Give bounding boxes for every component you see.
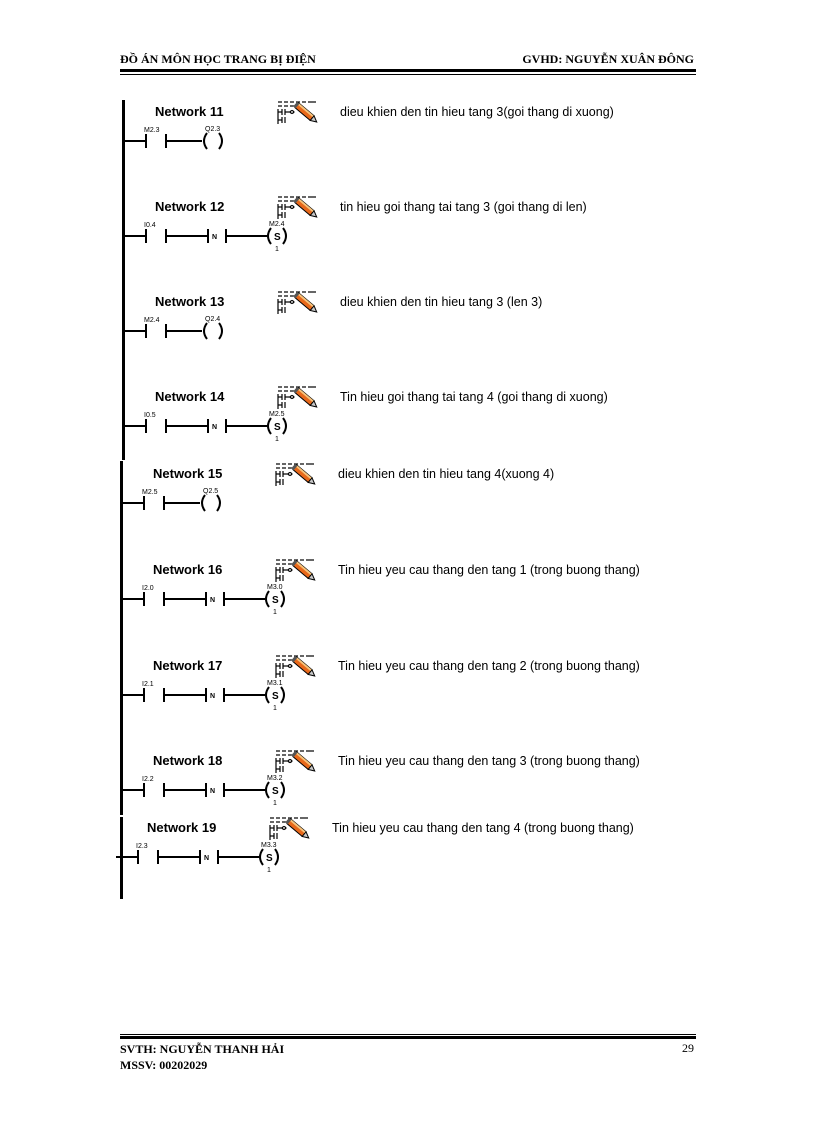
network-comment: Tin hieu yeu cau thang den tang 3 (trong buong thang) (338, 754, 640, 768)
footer-student (120, 1041, 284, 1073)
network-title: Network 16 (153, 562, 223, 577)
network-title: Network 11 (155, 104, 224, 119)
network-block (124, 104, 684, 184)
footer-rule-thin (120, 1034, 696, 1035)
coil-left-paren (204, 323, 207, 339)
contact-address: I2.1 (142, 681, 154, 688)
network-block (124, 199, 684, 279)
coil-right-paren (219, 133, 222, 149)
network-block (124, 294, 684, 374)
network-comment: Tin hieu yeu cau thang den tang 2 (trong buong thang) (338, 659, 640, 673)
negative-edge-label: N (210, 597, 216, 604)
negative-edge-label: N (210, 693, 216, 700)
set-coil-count: 1 (267, 867, 271, 874)
network-block (124, 389, 684, 469)
network-comment: Tin hieu yeu cau thang den tang 4 (trong buong thang) (332, 821, 634, 835)
network-comment: Tin hieu goi thang tai tang 4 (goi thang di xuong) (340, 390, 608, 404)
network-comment: dieu khien den tin hieu tang 4(xuong 4) (338, 467, 555, 481)
ladder-rung (122, 482, 322, 522)
ladder-rung (122, 769, 322, 809)
ladder-rung (124, 120, 324, 160)
coil-address: M2.4 (269, 221, 285, 228)
coil-address: Q2.4 (205, 316, 221, 323)
coil-right-paren (281, 591, 284, 607)
coil-left-paren (268, 418, 271, 434)
network-title: Network 18 (153, 753, 223, 768)
coil-left-paren (202, 495, 205, 511)
set-coil-letter: S (274, 232, 281, 243)
coil-left-paren (260, 849, 263, 865)
network-comment: dieu khien den tin hieu tang 3(goi thang di xuong) (340, 105, 614, 119)
coil-right-paren (283, 418, 286, 434)
network-block (122, 658, 682, 738)
ladder-rung (122, 578, 322, 618)
set-coil-letter: S (272, 786, 279, 797)
footer-student-id: MSSV: 00202029 (120, 1058, 208, 1072)
coil-address: M3.3 (261, 842, 277, 849)
ladder-rung (122, 674, 322, 714)
contact-address: I0.4 (144, 222, 156, 229)
footer-student-name: SVTH: NGUYỄN THANH HẢI (120, 1042, 285, 1056)
coil-address: M3.0 (267, 584, 283, 591)
header-advisor: GVHD: NGUYỄN XUÂN ĐÔNG (522, 52, 694, 66)
network-comment: dieu khien den tin hieu tang 3 (len 3) (340, 295, 543, 309)
set-coil-letter: S (266, 853, 273, 864)
set-coil-letter: S (272, 691, 279, 702)
contact-address: I2.0 (142, 585, 154, 592)
coil-address: M2.5 (269, 411, 285, 418)
coil-left-paren (266, 782, 269, 798)
coil-right-paren (283, 228, 286, 244)
negative-edge-label: N (212, 424, 218, 431)
set-coil-count: 1 (275, 246, 279, 253)
coil-right-paren (281, 782, 284, 798)
page-number: 29 (682, 1041, 694, 1055)
coil-right-paren (275, 849, 278, 865)
network-block (116, 820, 676, 900)
footer-rule-thick (120, 1036, 696, 1039)
negative-edge-label: N (210, 788, 216, 795)
negative-edge-label: N (212, 234, 218, 241)
network-title: Network 13 (155, 294, 225, 309)
negative-edge-label: N (204, 855, 210, 862)
network-title: Network 14 (155, 389, 225, 404)
coil-address: M3.1 (267, 680, 283, 687)
coil-left-paren (266, 687, 269, 703)
header-rule-thin (120, 74, 696, 75)
coil-left-paren (204, 133, 207, 149)
ladder-rung (124, 215, 324, 255)
network-title: Network 12 (155, 199, 225, 214)
contact-address: M2.3 (144, 127, 160, 134)
ladder-rung (124, 405, 324, 445)
contact-address: M2.4 (144, 317, 160, 324)
network-title: Network 15 (153, 466, 223, 481)
header-title: ĐỒ ÁN MÔN HỌC TRANG BỊ ĐIỆN (120, 52, 316, 66)
network-comment: Tin hieu yeu cau thang den tang 1 (trong buong thang) (338, 563, 640, 577)
set-coil-count: 1 (275, 436, 279, 443)
network-block (122, 466, 682, 546)
ladder-rung (116, 836, 316, 876)
set-coil-letter: S (272, 595, 279, 606)
coil-address: Q2.3 (205, 126, 221, 133)
coil-right-paren (281, 687, 284, 703)
coil-left-paren (268, 228, 271, 244)
network-comment: tin hieu goi thang tai tang 3 (goi thang di len) (340, 200, 587, 214)
network-title: Network 17 (153, 658, 223, 673)
coil-address: M3.2 (267, 775, 283, 782)
set-coil-count: 1 (273, 800, 277, 807)
header-rule-thick (120, 69, 696, 72)
ladder-rung (124, 310, 324, 350)
set-coil-letter: S (274, 422, 281, 433)
contact-address: M2.5 (142, 489, 158, 496)
contact-address: I2.2 (142, 776, 154, 783)
set-coil-count: 1 (273, 705, 277, 712)
contact-address: I0.5 (144, 412, 156, 419)
network-block (122, 562, 682, 642)
coil-left-paren (266, 591, 269, 607)
set-coil-count: 1 (273, 609, 277, 616)
coil-right-paren (217, 495, 220, 511)
network-title: Network 19 (147, 820, 217, 835)
coil-right-paren (219, 323, 222, 339)
coil-address: Q2.5 (203, 488, 219, 495)
contact-address: I2.3 (136, 843, 148, 850)
